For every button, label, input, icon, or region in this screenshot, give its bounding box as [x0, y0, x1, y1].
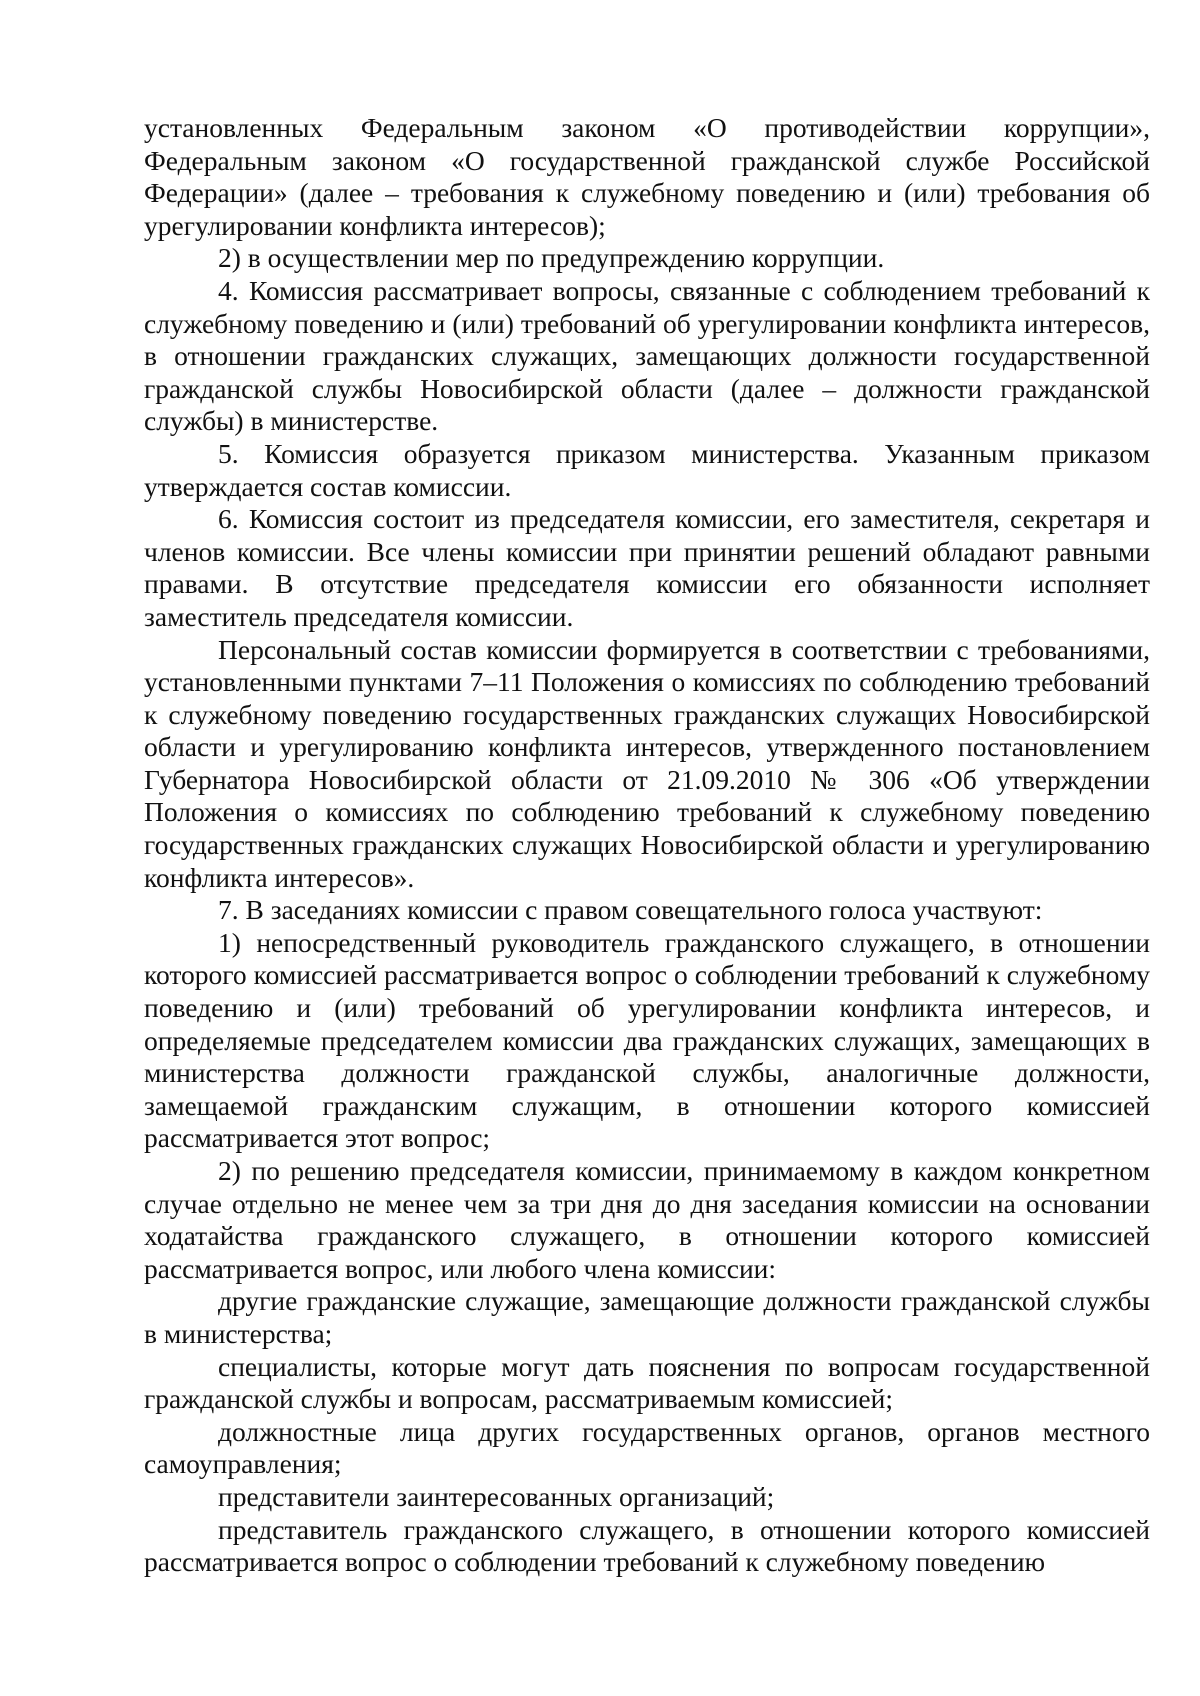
paragraph-personal-composition: Персональный состав комиссии формируется в соответствии с требованиями, установленными пунктами 7–11 Положения о комиссиях по соблюдению требований к служебному поведению государственных гражданских служащих Новосибирской области и урегулированию конфликта интересов, утвержденного постановлением Губернатора Новосибирской области от 21.09.2010 № 306 «Об утверждении Положения о комиссиях по соблюдению требований к служебному поведению государственных гражданских служащих Новосибирской области и урегулированию конфликта интересов». — [144, 633, 1150, 893]
paragraph-clause-7-item-1: 1) непосредственный руководитель гражданского служащего, в отношении которого комиссией рассматривается вопрос о соблюдении требований к служебному поведению и (или) требований об урегулировании конфликта интересов, и определяемые председателем комиссии два гражданских служащих, замещающих в министерства должности гражданской службы, аналогичные должности, замещаемой гражданским служащим, в отношении которого комиссией рассматривается этот вопрос; — [144, 926, 1150, 1154]
paragraph-requirements-definition: установленных Федеральным законом «О противодействии коррупции», Федеральным законом «О государственной гражданской службе Российской Федерации» (далее – требования к служебному поведению и (или) требования об урегулировании конфликта интересов); — [144, 112, 1150, 241]
paragraph-clause-4: 4. Комиссия рассматривает вопросы, связанные с соблюдением требований к служебному поведению и (или) требований об урегулировании конфликта интересов, в отношении гражданских служащих, замещающих должности государственной гражданской службы Новосибирской области (далее – должности гражданской службы) в министерстве. — [144, 274, 1150, 437]
paragraph-specialists: специалисты, которые могут дать пояснения по вопросам государственной гражданской службы и вопросам, рассматриваемым комиссией; — [144, 1350, 1150, 1415]
paragraph-clause-6: 6. Комиссия состоит из председателя комиссии, его заместителя, секретаря и членов комиссии. Все члены комиссии при принятии решений обладают равными правами. В отсутствие председателя комиссии его обязанности исполняет заместитель председателя комиссии. — [144, 503, 1150, 632]
paragraph-organization-representatives: представители заинтересованных организаций; — [218, 1480, 775, 1512]
paragraph-item-2-corruption-prevention: 2) в осуществлении мер по предупреждению коррупции. — [218, 242, 885, 274]
paragraph-officials: должностные лица других государственных органов, органов местного самоуправления; — [144, 1415, 1150, 1480]
document-page — [144, 112, 1150, 1579]
paragraph-servant-representative: представитель гражданского служащего, в отношении которого комиссией рассматривается вопрос о соблюдении требований к служебному поведению — [144, 1513, 1150, 1578]
paragraph-clause-5: 5. Комиссия образуется приказом министерства. Указанным приказом утверждается состав комиссии. — [144, 437, 1150, 502]
paragraph-other-civil-servants: другие гражданские служащие, замещающие должности гражданской службы в министерства; — [144, 1285, 1150, 1349]
paragraph-clause-7: 7. В заседаниях комиссии с правом совещательного голоса участвуют: — [218, 894, 1043, 926]
paragraph-clause-7-item-2: 2) по решению председателя комиссии, принимаемому в каждом конкретном случае отдельно не менее чем за три дня до дня заседания комиссии на основании ходатайства гражданского служащего, в отношении которого комиссией рассматривается вопрос, или любого члена комиссии: — [144, 1155, 1150, 1284]
